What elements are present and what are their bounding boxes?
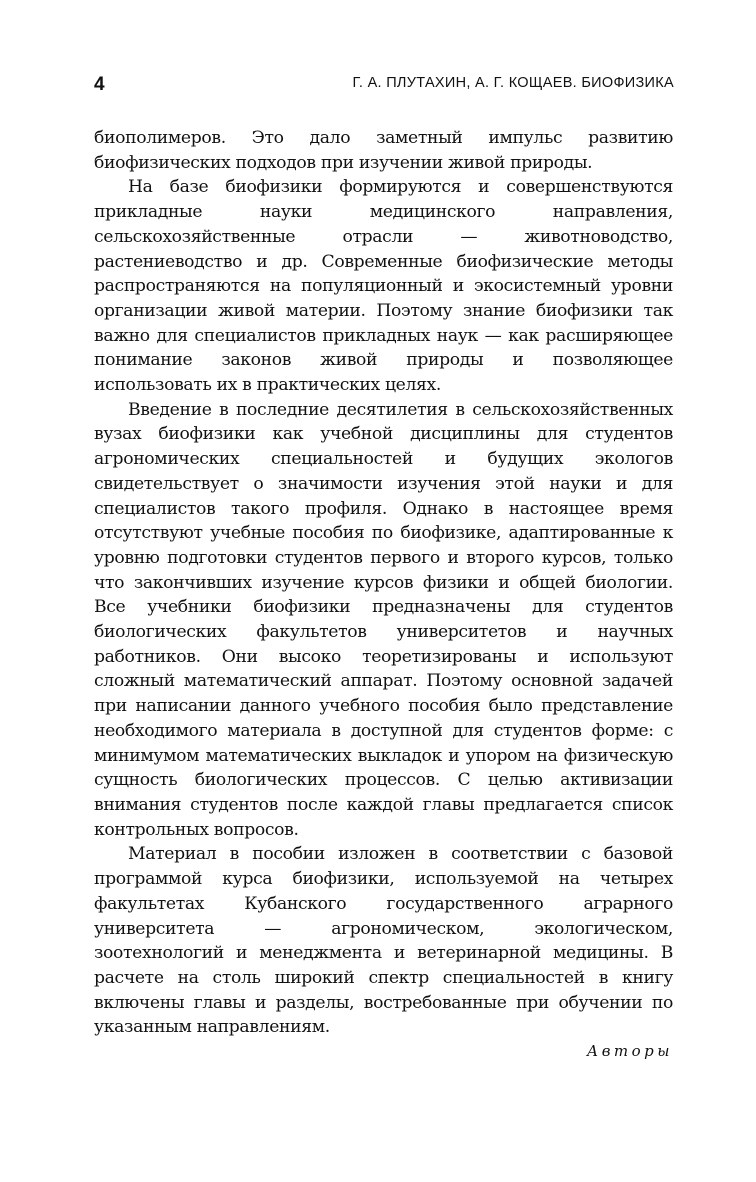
paragraph-1: биополимеров. Это дало заметный импульс развитию биофизических подходов при изучении живой природы. [94,128,673,173]
paragraph-3: Введение в последние десятилетия в сельскохозяйственных вузах биофизики как учебной дисциплины для студентов агрономических специальностей и будущих экологов свидетельствует о значимости изучения этой науки и для специалистов такого профиля. Однако в настоящее время отсутствуют учебные пособия по биофизике, адаптированные к уровню подготовки студентов первого и второго курсов, только что закончивших изучение курсов физики и общей биологии. Все учебники биофизики предназначены для студентов биологических факультетов университетов и научных работников. Они высоко теоретизированы и используют сложный математический аппарат. Поэтому основной задачей при написании данного учебного пособия было представление необходимого материала в доступной для студентов форме: с минимумом математических выкладок и упором на физическую сущность биологических процессов. С целью активизации внимания студентов после каждой главы предлагается список контрольных вопросов. [94,399,673,840]
signature-authors: Авторы [586,1042,673,1060]
paragraph-2: На базе биофизики формируются и совершенствуются прикладные науки медицинского направления, сельскохозяйственные отрасли — животноводство, растениеводство и др. Современные биофизические методы распространяются на популяционный и экосистемный уровни организации живой материи. Поэтому знание биофизики так важно для специалистов прикладных наук — как расширяющее понимание законов живой природы и позволяющее использовать их в практических целях. [94,177,673,396]
page-number: 4 [94,74,105,95]
paragraph-4: Материал в пособии изложен в соответствии с базовой программой курса биофизики, используемой на четырех факультетах Кубанского государственного аграрного университета — агрономическом, экологическом, зоотехнологий и менеджмента и ветеринарной медицины. В расчете на столь широкий спектр специальностей в книгу включены главы и разделы, востребованные при обучении по указанным направлениям. [94,844,673,1038]
body-text [94,126,673,1040]
running-head: Г. А. ПЛУТАХИН, А. Г. КОЩАЕВ. БИОФИЗИКА [352,75,674,91]
page-header [94,74,674,100]
